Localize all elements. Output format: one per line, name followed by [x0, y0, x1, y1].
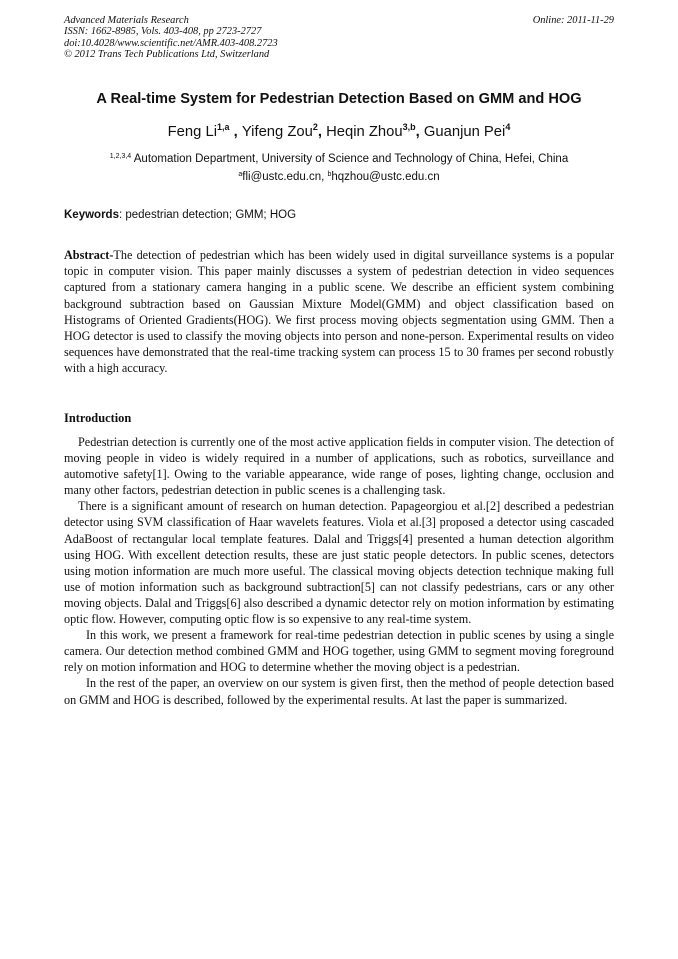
author-name: Feng Li — [167, 124, 217, 140]
introduction-body — [64, 434, 614, 708]
affiliation — [40, 153, 638, 165]
email-address: hqzhou@ustc.edu.cn — [331, 171, 440, 183]
author-emails — [40, 171, 638, 183]
email-address: fli@ustc.edu.cn, — [242, 171, 328, 183]
author-name: Guanjun Pei — [423, 124, 506, 140]
journal-copyright: © 2012 Trans Tech Publications Ltd, Switzerland — [64, 48, 270, 60]
paper-title: A Real-time System for Pedestrian Detection Based on GMM and HOG — [96, 91, 582, 107]
author-name: Yifeng Zou — [241, 124, 313, 140]
abstract — [64, 247, 614, 377]
author-separator: , — [229, 124, 242, 140]
paragraph: Pedestrian detection is currently one of the most active application fields in computer vision. The detection of moving people in video is widely required in a number of applications, such as robotics, surveillance and automotive safety[1]. Owing to the variable appearance, wide range of poses, lighting change, occlusion and many other factors, pedestrian detection in public scenes is a challenging task. — [64, 435, 614, 498]
journal-header — [64, 15, 278, 60]
author-affiliation-mark: 4 — [505, 122, 511, 132]
abstract-label: Abstract- — [64, 248, 114, 262]
author-separator: , — [415, 124, 424, 140]
keywords-label: Keywords — [64, 209, 119, 221]
author-affiliation-mark: 2 — [312, 122, 318, 132]
paragraph: In the rest of the paper, an overview on our system is given first, then the method of people detection based on GMM and HOG is described, followed by the experimental results. At last the paper is summarized. — [64, 676, 614, 707]
affiliation-text: Automation Department, University of Science and Technology of China, Hefei, China — [131, 153, 569, 165]
journal-issn: ISSN: 1662-8985, Vols. 403-408, pp 2723-2727 — [64, 26, 262, 38]
journal-doi: doi:10.4028/www.scientific.net/AMR.403-408.2723 — [64, 37, 278, 49]
affiliation-mark: 1,2,3,4 — [109, 153, 132, 160]
author-affiliation-mark: 3,b — [402, 122, 416, 132]
abstract-text: The detection of pedestrian which has been widely used in digital surveillance systems is a popular topic in computer vision. This paper mainly discusses a system of pedestrian detection in video sequences captured from a stationary camera hanging in a public scene. We describe an efficient system combining background subtraction based on Gaussian Mixture Model(GMM) and object classification based on Histograms of Oriented Gradients(HOG). We first process moving objects segmentation using GMM. Then a HOG detector is used to classify the moving objects into person and none-person. Experimental results on video sequences have demonstrated that the real-time tracking system can process 15 to 30 frames per second robustly with a high accuracy. — [64, 248, 614, 376]
keywords — [64, 209, 296, 221]
email-mark: b — [327, 171, 332, 178]
author-affiliation-mark: 1,a — [217, 122, 230, 132]
author-list — [40, 124, 638, 140]
online-date: Online: 2011-11-29 — [532, 15, 614, 26]
email-mark: a — [238, 171, 243, 178]
author-separator: , — [317, 124, 327, 140]
paragraph: In this work, we present a framework for real-time pedestrian detection in public scenes by using a single camera. Our detection method combined GMM and HOG together, using GMM to segment moving foreground rely on motion information and HOG to determine whether the moving object is a pedestrian. — [64, 628, 614, 675]
journal-name: Advanced Materials Research — [64, 15, 189, 26]
author-name: Heqin Zhou — [326, 124, 403, 140]
keywords-text: : pedestrian detection; GMM; HOG — [118, 209, 297, 221]
paragraph: There is a significant amount of research on human detection. Papageorgiou et al.[2] described a pedestrian detector using SVM classification of Haar wavelets features. Viola et al.[3] proposed a detector using cascaded AdaBoost of rectangular local template features. Dalal and Triggs[4] presented a human detection algorithm using HOG. With excellent detection results, these are just static people detectors. In public scenes, detectors using motion information are much more useful. The classical moving objects detection technique making full use of motion information such as background subtraction[5] can not classify pedestrians, cars or any other moving objects. Dalal and Triggs[6] also described a dynamic detector rely on motion information by estimating optic flow. However, computing optic flow is so expensive to any real-time system. — [64, 499, 614, 627]
section-heading-introduction: Introduction — [64, 411, 132, 425]
